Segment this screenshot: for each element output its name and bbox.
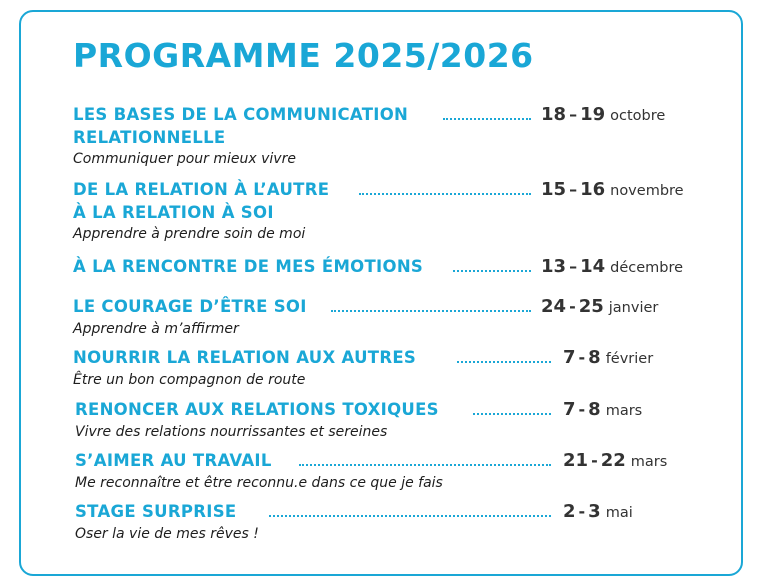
session-title: NOURRIR LA RELATION AUX AUTRES — [73, 348, 417, 367]
session-title: DE LA RELATION À L’AUTRE — [73, 180, 330, 199]
session-dates — [563, 449, 667, 474]
session-item — [73, 255, 713, 279]
session-dates — [541, 178, 684, 203]
session-dates — [541, 103, 665, 128]
date-end: 8 — [588, 347, 601, 368]
date-month: décembre — [610, 260, 684, 276]
session-subtitle: Apprendre à m’affirmer — [73, 321, 239, 337]
date-end: 3 — [588, 501, 601, 522]
session-item — [73, 346, 713, 390]
session-dates — [541, 295, 658, 320]
date-start: 2 — [563, 501, 576, 522]
dotted-leader — [299, 464, 551, 466]
session-item — [73, 103, 713, 169]
date-end: 25 — [578, 296, 604, 317]
date-start: 13 — [541, 256, 567, 277]
session-item — [75, 398, 715, 442]
date-end: 8 — [588, 399, 601, 420]
session-dates — [541, 255, 683, 280]
date-start: 7 — [563, 399, 576, 420]
date-separator: - — [578, 400, 586, 419]
session-subtitle: Être un bon compagnon de route — [73, 372, 306, 388]
session-item — [75, 500, 715, 544]
dotted-leader — [359, 193, 531, 195]
session-title-line2: À LA RELATION À SOI — [73, 203, 274, 222]
session-title: À LA RENCONTRE DE MES ÉMOTIONS — [73, 257, 424, 276]
date-start: 15 — [541, 179, 567, 200]
session-title: LES BASES DE LA COMMUNICATION — [73, 105, 409, 124]
session-item — [73, 178, 713, 244]
date-separator: – — [569, 105, 578, 124]
session-title: S’AIMER AU TRAVAIL — [75, 451, 272, 470]
date-start: 18 — [541, 104, 567, 125]
session-dates — [563, 346, 653, 371]
session-title-line2: RELATIONNELLE — [73, 128, 226, 147]
date-month: mars — [630, 454, 668, 470]
date-end: 22 — [600, 450, 626, 471]
date-month: janvier — [608, 300, 659, 316]
session-item — [75, 449, 715, 493]
dotted-leader — [443, 118, 531, 120]
page-title: PROGRAMME 2025/2026 — [73, 36, 534, 75]
date-end: 14 — [580, 256, 606, 277]
session-dates — [563, 398, 642, 423]
dotted-leader — [453, 270, 531, 272]
dotted-leader — [269, 515, 551, 517]
session-subtitle: Vivre des relations nourrissantes et sereines — [75, 424, 388, 440]
date-month: novembre — [610, 183, 684, 199]
date-start: 24 — [541, 296, 567, 317]
session-subtitle: Apprendre à prendre soin de moi — [73, 226, 306, 242]
date-separator: - — [569, 297, 576, 316]
session-subtitle: Oser la vie de mes rêves ! — [75, 526, 259, 542]
date-month: mai — [605, 505, 633, 521]
session-title: RENONCER AUX RELATIONS TOXIQUES — [75, 400, 439, 419]
date-month: février — [605, 351, 654, 367]
date-month: octobre — [610, 108, 666, 124]
date-separator: - — [578, 348, 586, 367]
session-dates — [563, 500, 633, 525]
session-title: LE COURAGE D’ÊTRE SOI — [73, 297, 307, 316]
date-end: 19 — [580, 104, 606, 125]
session-item — [73, 295, 713, 339]
session-title: STAGE SURPRISE — [75, 502, 237, 521]
dotted-leader — [331, 310, 531, 312]
dotted-leader — [473, 413, 551, 415]
session-subtitle: Communiquer pour mieux vivre — [73, 151, 296, 167]
date-separator: - — [591, 451, 598, 470]
session-subtitle: Me reconnaître et être reconnu.e dans ce que je fais — [75, 475, 443, 491]
date-end: 16 — [580, 179, 606, 200]
date-separator: - — [578, 502, 586, 521]
date-start: 7 — [563, 347, 576, 368]
dotted-leader — [457, 361, 551, 363]
date-start: 21 — [563, 450, 589, 471]
date-separator: – — [569, 257, 578, 276]
date-month: mars — [605, 403, 643, 419]
date-separator: – — [569, 180, 578, 199]
